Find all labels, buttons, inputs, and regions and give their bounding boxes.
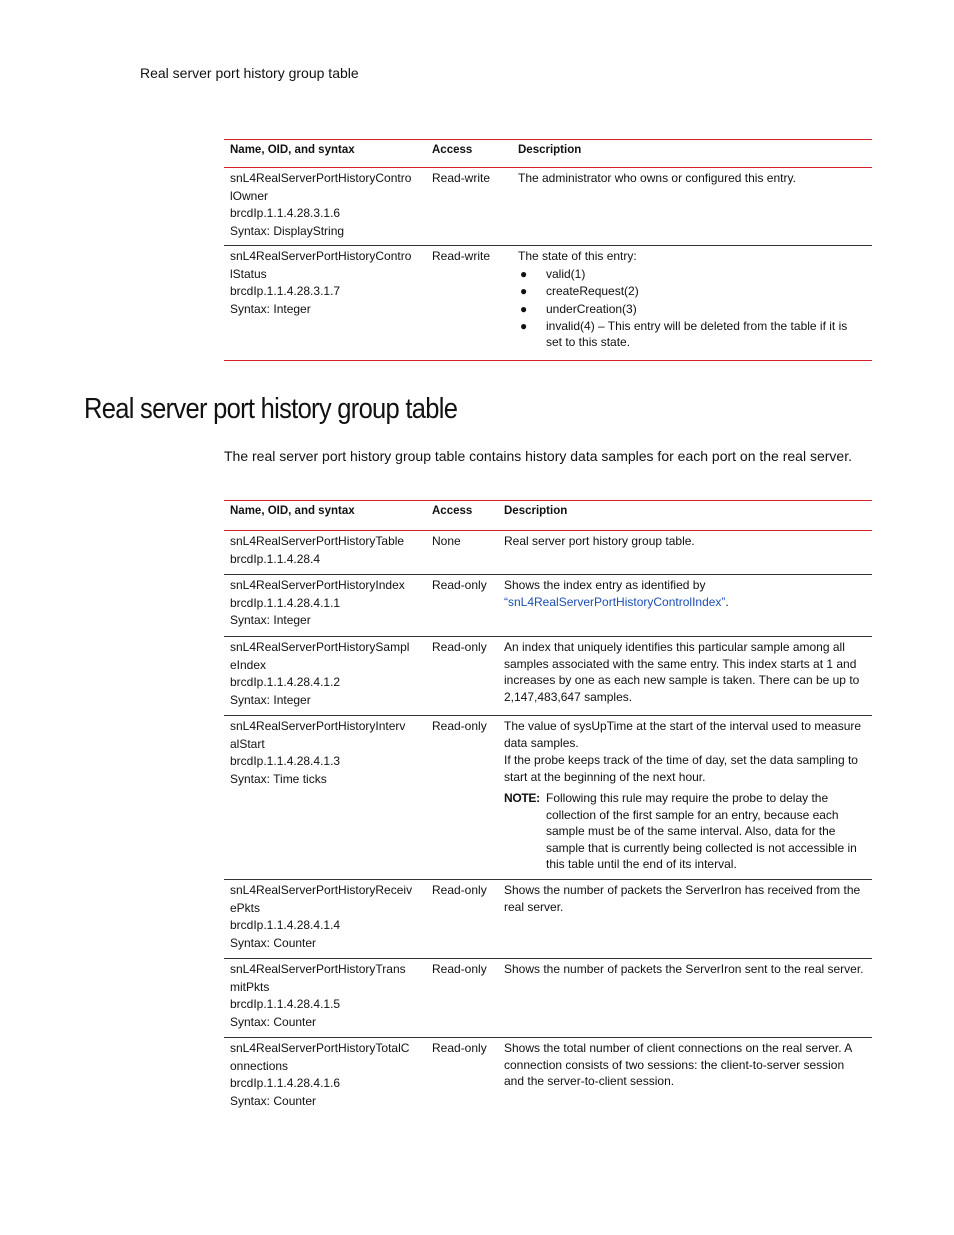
note-label: NOTE: bbox=[504, 791, 540, 805]
access-cell: Read-write bbox=[432, 249, 491, 263]
object-name-cont: mitPkts bbox=[230, 979, 270, 994]
note-block bbox=[504, 790, 864, 873]
access-cell: Read-only bbox=[432, 719, 487, 733]
description-cell: Shows the total number of client connections on the real server. A connection consists of two sessions: the client-to-server session and the server-to-client session. bbox=[504, 1041, 852, 1088]
description-cell: Shows the number of packets the ServerIron sent to the real server. bbox=[504, 962, 864, 976]
list-item: ● valid(1) bbox=[518, 266, 864, 284]
access-cell: Read-only bbox=[432, 962, 487, 976]
oid: brcdIp.1.1.4.28.3.1.6 bbox=[230, 206, 341, 220]
running-header: Real server port history group table bbox=[140, 65, 359, 81]
access-cell: Read-only bbox=[432, 640, 487, 654]
oid: brcdIp.1.1.4.28.4.1.5 bbox=[230, 997, 341, 1011]
oid: brcdIp.1.1.4.28.3.1.7 bbox=[230, 284, 341, 298]
object-name: snL4RealServerPortHistorySampl bbox=[230, 640, 410, 654]
object-name: snL4RealServerPortHistoryTrans bbox=[230, 962, 406, 976]
syntax: Syntax: Integer bbox=[230, 613, 311, 627]
object-name: snL4RealServerPortHistoryTotalC bbox=[230, 1041, 410, 1055]
bullet-icon: ● bbox=[520, 266, 528, 281]
table-row bbox=[224, 575, 872, 637]
name-cell bbox=[230, 577, 425, 630]
object-name: snL4RealServerPortHistoryTable bbox=[230, 534, 405, 548]
list-item: ● underCreation(3) bbox=[518, 301, 864, 319]
description-cell: An index that uniquely identifies this particular sample among all samples associated with the same entry. This index starts at 1 and increases by one as each new sample is taken. There can be up to 2,147,483,647 samples. bbox=[504, 640, 860, 704]
syntax: Syntax: Integer bbox=[230, 301, 311, 316]
list-item: ● invalid(4) – This entry will be deleted from the table if it is set to this state. bbox=[520, 319, 848, 349]
note-text: Following this rule may require the probe to delay the collection of the first sample for an entry, because each sample must be of the same interval. Also, data for the sample that is currently being collected is not accessible in this table until the end of its interval. bbox=[546, 791, 857, 871]
table-row bbox=[224, 959, 872, 1038]
name-cell bbox=[230, 961, 425, 1031]
name-cell bbox=[230, 248, 425, 318]
oid: brcdIp.1.1.4.28.4.1.4 bbox=[230, 918, 341, 932]
name-cell bbox=[230, 170, 425, 240]
syntax: Syntax: Time ticks bbox=[230, 771, 327, 786]
syntax: Syntax: Counter bbox=[230, 1093, 317, 1108]
table-continued bbox=[224, 139, 872, 361]
access-cell: Read-only bbox=[432, 883, 487, 897]
object-name-cont: ePkts bbox=[230, 900, 261, 915]
table-header bbox=[224, 139, 872, 168]
oid: brcdIp.1.1.4.28.4 bbox=[230, 551, 321, 566]
object-name: snL4RealServerPortHistoryInterv bbox=[230, 719, 406, 733]
column-header-access: Access bbox=[432, 144, 473, 156]
column-header-name: Name, OID, and syntax bbox=[230, 505, 355, 517]
name-cell bbox=[230, 639, 425, 709]
access-cell: Read-only bbox=[432, 1041, 487, 1055]
description-cell: The administrator who owns or configured this entry. bbox=[518, 171, 796, 185]
description-cell: Shows the number of packets the ServerIron has received from the real server. bbox=[504, 883, 861, 914]
object-name-cont: lOwner bbox=[230, 188, 269, 203]
object-name-cont: eIndex bbox=[230, 657, 267, 672]
access-cell: None bbox=[432, 534, 461, 548]
table-row bbox=[224, 1038, 872, 1116]
bullet-icon: ● bbox=[520, 284, 528, 298]
name-cell bbox=[230, 1040, 425, 1110]
object-name: snL4RealServerPortHistoryIndex bbox=[230, 578, 405, 592]
object-name-cont: onnections bbox=[230, 1058, 289, 1073]
column-header-name: Name, OID, and syntax bbox=[230, 144, 355, 156]
description-cell: Real server port history group table. bbox=[504, 534, 695, 548]
history-group-table bbox=[224, 500, 872, 1116]
bullet-icon: ● bbox=[520, 319, 528, 333]
column-header-description: Description bbox=[518, 144, 582, 156]
description-text: The state of this entry: bbox=[518, 249, 637, 263]
cross-reference-link[interactable]: “snL4RealServerPortHistoryControlIndex” bbox=[504, 594, 726, 609]
object-name: snL4RealServerPortHistoryContro bbox=[230, 171, 412, 185]
syntax: Syntax: DisplayString bbox=[230, 223, 345, 238]
list-item: ● createRequest(2) bbox=[518, 283, 864, 301]
oid: brcdIp.1.1.4.28.4.1.3 bbox=[230, 754, 341, 768]
syntax: Syntax: Counter bbox=[230, 1014, 317, 1029]
section-intro: The real server port history group table contains history data samples for each port on the real server. bbox=[224, 448, 852, 464]
name-cell bbox=[230, 533, 425, 568]
description-text: Shows the index entry as identified by bbox=[504, 578, 706, 592]
object-name-cont: lStatus bbox=[230, 266, 267, 281]
name-cell bbox=[230, 718, 425, 788]
state-list bbox=[518, 266, 864, 351]
column-header-access: Access bbox=[432, 505, 473, 517]
object-name-cont: alStart bbox=[230, 736, 265, 751]
access-cell: Read-write bbox=[432, 171, 491, 185]
table-row bbox=[224, 168, 872, 246]
object-name: snL4RealServerPortHistoryReceiv bbox=[230, 883, 413, 897]
table-row bbox=[224, 716, 872, 880]
oid: brcdIp.1.1.4.28.4.1.6 bbox=[230, 1076, 341, 1090]
table-row bbox=[224, 246, 872, 361]
bullet-icon: ● bbox=[520, 301, 528, 316]
description-cell bbox=[504, 718, 864, 873]
table-row bbox=[224, 637, 872, 716]
description-cell: Shows the index entry as identified by “snL4RealServerPortHistoryControlIndex”. bbox=[504, 577, 864, 610]
description-cell bbox=[518, 248, 864, 350]
table-header bbox=[224, 500, 872, 531]
table-row bbox=[224, 531, 872, 575]
oid: brcdIp.1.1.4.28.4.1.2 bbox=[230, 675, 341, 689]
name-cell bbox=[230, 882, 425, 952]
access-cell: Read-only bbox=[432, 578, 487, 592]
section-title: Real server port history group table bbox=[84, 393, 458, 425]
description-text: The value of sysUpTime at the start of the interval used to measure data samples. bbox=[504, 719, 862, 750]
oid: brcdIp.1.1.4.28.4.1.1 bbox=[230, 595, 341, 610]
syntax: Syntax: Counter bbox=[230, 935, 317, 950]
object-name: snL4RealServerPortHistoryContro bbox=[230, 249, 412, 263]
syntax: Syntax: Integer bbox=[230, 692, 311, 707]
table-row bbox=[224, 880, 872, 959]
description-text: If the probe keeps track of the time of day, set the data sampling to start at the beginning of the next hour. bbox=[504, 753, 858, 784]
column-header-description: Description bbox=[504, 505, 568, 517]
